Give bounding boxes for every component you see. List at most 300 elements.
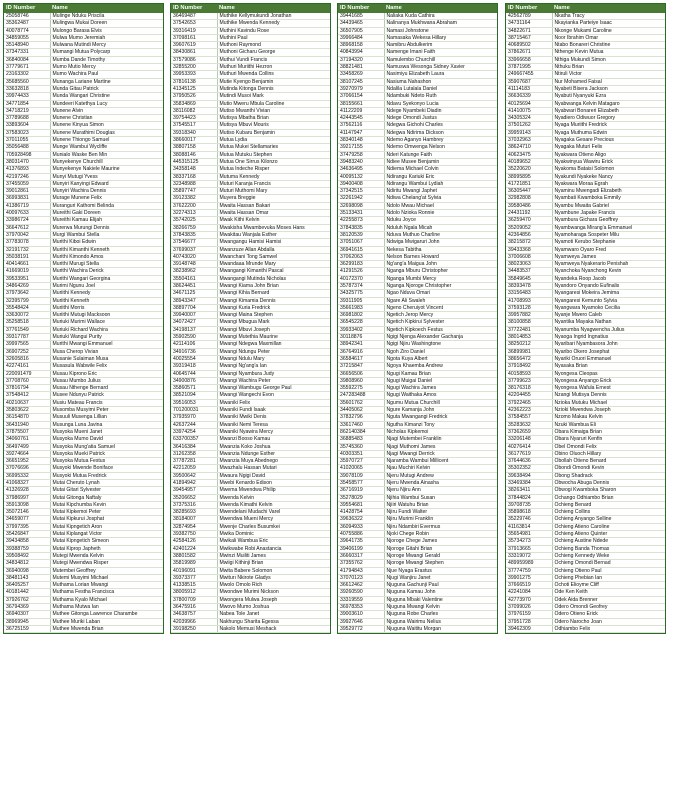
name-cell: Njoroge Mwangi Gerald	[384, 552, 497, 559]
id-number-cell: 39641735	[338, 538, 384, 545]
name-cell: Munyekenye Churchill	[50, 158, 163, 165]
id-number-cell: 33458269	[338, 71, 384, 78]
id-number-cell: 35133431	[338, 210, 384, 217]
table-row	[171, 604, 330, 611]
table-row	[506, 246, 665, 253]
table-row	[171, 231, 330, 238]
name-cell: Mwebi Kenardo Edison	[217, 480, 330, 487]
table-row	[506, 319, 665, 326]
table-row	[171, 210, 330, 217]
name-cell: Musasula Wabwile Felix	[50, 363, 163, 370]
name-cell: Mutai Kipchumba Kevin	[50, 501, 163, 508]
table-row	[506, 27, 665, 34]
name-cell: Mutai Kiplangat Victor	[50, 531, 163, 538]
id-number-cell: 36660317	[338, 552, 384, 559]
name-cell: Mwazhalu Hassan Mutari	[217, 465, 330, 472]
table-row	[4, 261, 163, 268]
table-row	[4, 253, 163, 260]
table-row	[338, 188, 497, 195]
id-number-cell: 39754423	[171, 115, 217, 122]
name-cell: Obollah Otieno Benard	[552, 458, 665, 465]
name-cell: Nzangi Mutisya Dennis	[552, 392, 665, 399]
id-number-cell: 37918492	[506, 363, 552, 370]
table-row	[506, 13, 665, 20]
id-number-cell: 39953393	[171, 71, 217, 78]
table-row	[338, 20, 497, 27]
id-number-cell: 37622200	[171, 202, 217, 209]
id-number-cell: 37774759	[506, 567, 552, 574]
id-number-cell: 42562789	[506, 13, 552, 20]
name-cell: Mumo Mutio Mercy	[50, 64, 163, 71]
table-row	[338, 436, 497, 443]
table-row	[4, 297, 163, 304]
table-row	[171, 297, 330, 304]
id-number-cell: 38031470	[4, 158, 50, 165]
table-row	[506, 56, 665, 63]
id-number-cell: 35661983	[338, 304, 384, 311]
id-number-cell: 38238962	[171, 268, 217, 275]
table-row	[171, 596, 330, 603]
table-row	[338, 261, 497, 268]
name-cell: Mwinzi Muiliti James	[217, 552, 330, 559]
table-row	[338, 151, 497, 158]
id-number-cell: 39311905	[338, 297, 384, 304]
table-row	[4, 129, 163, 136]
name-cell: Ochieng Phebian Ian	[552, 574, 665, 581]
name-cell: Mwenda Kelvin	[217, 494, 330, 501]
id-number-cell: 38660017	[171, 137, 217, 144]
table-row	[506, 64, 665, 71]
name-cell: Ochieng Atieno Quinter	[552, 531, 665, 538]
id-number-cell: 33632818	[4, 85, 50, 92]
table-row	[338, 625, 497, 632]
id-number-cell: 40623475	[506, 151, 552, 158]
name-cell: Obel Omondi Felix	[552, 443, 665, 450]
name-cell: Nyariki Oruori Emmanuel	[552, 355, 665, 362]
table-row	[4, 618, 163, 625]
table-row	[171, 195, 330, 202]
table-row	[338, 115, 497, 122]
name-cell: Muthike Mwenda Kennedy	[217, 20, 330, 27]
id-number-cell: 39508492	[4, 552, 50, 559]
name-cell: Mutai Gitonga Naftaly	[50, 494, 163, 501]
id-number-cell: 37066154	[338, 93, 384, 100]
name-cell: Muriuki Wangui Purity	[50, 334, 163, 341]
id-number-cell: 38481143	[4, 574, 50, 581]
id-number-cell: 38821481	[338, 64, 384, 71]
id-number-cell: 35834869	[171, 100, 217, 107]
id-number-cell: 37708760	[4, 377, 50, 384]
name-cell: Nyabeti Bisera Jackson	[552, 85, 665, 92]
id-number-cell: 35302352	[506, 465, 552, 472]
id-number-cell: 37800709	[171, 596, 217, 603]
table-row	[506, 100, 665, 107]
id-number-cell: 33630072	[4, 312, 50, 319]
roster-table	[171, 4, 330, 633]
id-number-cell: 41708993	[506, 297, 552, 304]
table-row	[506, 224, 665, 231]
name-cell: Ode Ken Keith	[552, 589, 665, 596]
id-number-cell: 42039966	[171, 618, 217, 625]
name-cell: Obong Shadrack	[552, 472, 665, 479]
name-cell: Mutegi Mwenda Kelvin	[50, 552, 163, 559]
table-row	[338, 100, 497, 107]
name-cell: Njuguna Kamau John	[384, 589, 497, 596]
table-row	[171, 173, 330, 180]
id-number-cell: 37545517	[171, 122, 217, 129]
table-row	[506, 188, 665, 195]
name-cell: Njugi Wanjiru Janet	[384, 574, 497, 581]
name-cell: Nkayianka Parteiye Isaac	[552, 20, 665, 27]
id-number-cell: 39974433	[4, 93, 50, 100]
table-row	[171, 574, 330, 581]
name-cell: Ndirangu Wambui Lydiah	[384, 180, 497, 187]
table-row	[338, 202, 497, 209]
id-number-cell: 34325775	[338, 290, 384, 297]
name-cell: Munda Wangari Christine	[50, 93, 163, 100]
id-number-cell: 39148748	[171, 261, 217, 268]
table-row	[506, 122, 665, 129]
table-row	[4, 144, 163, 151]
table-row	[338, 582, 497, 589]
table-row	[506, 93, 665, 100]
id-number-cell: 39708735	[506, 501, 552, 508]
id-number-cell: 39400408	[338, 180, 384, 187]
name-cell: Muriithi Morris	[50, 304, 163, 311]
table-row	[506, 282, 665, 289]
id-number-cell: 37342515	[338, 188, 384, 195]
table-row	[4, 392, 163, 399]
name-cell: Nyongesa Wafula Ernest	[552, 385, 665, 392]
name-cell: Ngetich Kipkirui Sylvester	[384, 319, 497, 326]
name-cell: Musyoki Mutua Fredrick	[50, 472, 163, 479]
name-cell: Mutiso Mwanthi Vivian	[217, 107, 330, 114]
id-number-cell: 41376893	[4, 166, 50, 173]
table-row	[171, 151, 330, 158]
table-row	[506, 78, 665, 85]
name-cell: Muthoni Gicharu George	[217, 49, 330, 56]
id-number-cell: 38807158	[171, 144, 217, 151]
name-cell: Mwangangu Hamisi Hamisi	[217, 239, 330, 246]
id-number-cell: 42637244	[171, 421, 217, 428]
id-number-cell: 35860571	[171, 385, 217, 392]
name-cell: Mwanzuze Allan Abdalla	[217, 246, 330, 253]
id-number-cell: 40181442	[4, 589, 50, 596]
table-row	[506, 407, 665, 414]
id-number-cell: 40689502	[506, 42, 552, 49]
table-row	[171, 20, 330, 27]
name-cell: Ochieng Benard	[552, 501, 665, 508]
name-cell: Muyera Breggie	[217, 195, 330, 202]
name-cell: Munene Kinyua Simon	[50, 122, 163, 129]
table-row	[506, 501, 665, 508]
table-row	[4, 567, 163, 574]
id-number-cell: 40078774	[4, 27, 50, 34]
id-number-cell: 40276414	[506, 443, 552, 450]
name-cell: Obondi Omondi Kevin	[552, 465, 665, 472]
name-cell: Obwogi Kwamboka Sharon	[552, 487, 665, 494]
name-cell: Nyakundi Nyakeke Nancy	[552, 173, 665, 180]
name-cell: Mutio Mweru Mbula Caroline	[217, 100, 330, 107]
id-number-cell: 34671125	[171, 290, 217, 297]
id-number-cell: 35803622	[4, 407, 50, 414]
table-row	[4, 239, 163, 246]
id-number-cell: 36154870	[4, 414, 50, 421]
table-row	[4, 13, 163, 20]
name-cell: Nyakoma Bataisi Solomon	[552, 166, 665, 173]
table-row	[506, 180, 665, 187]
table-row	[338, 574, 497, 581]
name-cell: Mwaniki Nemi Teresa	[217, 421, 330, 428]
table-row	[338, 71, 497, 78]
id-number-cell: 36405257	[4, 582, 50, 589]
id-number-cell: 34864269	[4, 282, 50, 289]
name-cell: Nabea Tole Janet	[217, 611, 330, 618]
table-row	[506, 231, 665, 238]
name-cell: Ndegwa Ndirima Dickson	[384, 129, 497, 136]
name-cell: Muranguri Kathomi Belinda	[50, 202, 163, 209]
table-row	[506, 421, 665, 428]
id-number-cell: 36716919	[338, 487, 384, 494]
id-number-cell: 42212059	[171, 465, 217, 472]
id-number-cell: 35283632	[506, 421, 552, 428]
table-row	[4, 78, 163, 85]
name-cell: Nyamoti Kerubo Stephanie	[552, 239, 665, 246]
name-cell: Musau Nthenge Bernard	[50, 385, 163, 392]
id-number-cell: 37816794	[4, 385, 50, 392]
name-cell: Njagi Mutembei Franklin	[384, 436, 497, 443]
id-number-cell: 35072146	[4, 509, 50, 516]
name-cell: Mwaura Ngigi David	[217, 472, 330, 479]
table-row	[506, 443, 665, 450]
name-cell: Munyiri Wachira Dennis	[50, 188, 163, 195]
table-row	[4, 480, 163, 487]
id-number-cell: 37787281	[171, 458, 217, 465]
name-cell: Njagi Muthomi James	[384, 443, 497, 450]
table-row	[4, 596, 163, 603]
name-cell: Nkonge Mukami Caroline	[552, 27, 665, 34]
name-cell: Ochieng Kennedy Weke	[552, 552, 665, 559]
id-number-cell: 37362659	[506, 428, 552, 435]
name-cell: Muthama Mutwa Ian	[50, 604, 163, 611]
table-row	[4, 494, 163, 501]
id-number-cell: 38263411	[506, 487, 552, 494]
id-number-cell: 42773970	[506, 596, 552, 603]
id-number-cell: 41669019	[4, 268, 50, 275]
table-row	[506, 20, 665, 27]
id-number-cell: 30118876	[338, 334, 384, 341]
id-number-cell: 37583023	[4, 129, 50, 136]
name-cell: Njau Muchiri Kelvin	[384, 465, 497, 472]
id-number-cell: 633700357	[171, 436, 217, 443]
name-cell: Mwiturı Nkirote Gladys	[217, 574, 330, 581]
table-row	[4, 545, 163, 552]
id-number-cell: 39554681	[338, 501, 384, 508]
name-cell: Nthenge Kevin Mutua	[552, 49, 665, 56]
name-cell: Muriithi Mutugi Macksoon	[50, 312, 163, 319]
table-row	[171, 158, 330, 165]
table-row	[4, 399, 163, 406]
table-row	[338, 487, 497, 494]
id-number-cell: 37479258	[338, 151, 384, 158]
name-cell: Ngumu Mutua Churchill	[384, 399, 497, 406]
table-row	[171, 122, 330, 129]
id-number-cell: 35504161	[171, 275, 217, 282]
name-cell: Njuguna Mbaki Valentine	[384, 596, 497, 603]
name-cell: Mwakitau Wanjala Esther	[217, 231, 330, 238]
table-row	[338, 93, 497, 100]
id-number-cell: 37666519	[506, 582, 552, 589]
id-number-cell: 36840084	[4, 56, 50, 63]
id-number-cell: 42274161	[4, 363, 50, 370]
name-cell: Musuuli Musenga Lillian	[50, 414, 163, 421]
table-row	[338, 334, 497, 341]
id-number-cell: 32348988	[171, 180, 217, 187]
name-cell: Musee Ndunyu Patrick	[50, 392, 163, 399]
name-cell: Mulinge Nduku Priscila	[50, 13, 163, 20]
table-row	[4, 552, 163, 559]
name-cell: Munene Murathimi Douglas	[50, 129, 163, 136]
table-row	[4, 42, 163, 49]
name-cell: Mwiigi Kithinji Brian	[217, 560, 330, 567]
id-number-cell: 32191732	[4, 246, 50, 253]
id-number-cell: 37542653	[171, 20, 217, 27]
id-number-cell: 34439465	[338, 20, 384, 27]
table-row	[171, 450, 330, 457]
table-row	[171, 348, 330, 355]
table-header-row	[4, 4, 163, 13]
table-row	[506, 217, 665, 224]
table-row	[171, 443, 330, 450]
table-row	[506, 42, 665, 49]
name-cell: Murimi Ngunu Joel	[50, 282, 163, 289]
name-cell: Ndavu Syekonyo Lucia	[384, 100, 497, 107]
id-number-cell: 41114183	[506, 85, 552, 92]
id-number-cell: 41147947	[338, 129, 384, 136]
name-cell: Mutinda Kitonga Dennis	[217, 85, 330, 92]
name-cell: Nguta Mwangangi Fredrick	[384, 414, 497, 421]
id-number-cell: 35278029	[338, 494, 384, 501]
roster-table	[506, 4, 665, 633]
id-number-cell: 35654981	[506, 531, 552, 538]
id-number-cell: 33156483	[506, 290, 552, 297]
id-number-cell: 36885483	[338, 436, 384, 443]
table-row	[4, 363, 163, 370]
id-number-cell: 37548412	[4, 392, 50, 399]
name-cell: Obara Kimaiga Brian	[552, 428, 665, 435]
name-cell: Ngigi Njenga Alexander Gachanja	[384, 334, 497, 341]
table-row	[171, 144, 330, 151]
table-row	[506, 611, 665, 618]
id-number-cell: 41794843	[338, 567, 384, 574]
name-cell: Muthama Festha Francisca	[50, 589, 163, 596]
name-cell: Murithi Kimondo Amos	[50, 253, 163, 260]
id-number-cell: 42114106	[171, 341, 217, 348]
name-cell: Mwangi Maina Stephen	[217, 312, 330, 319]
id-number-cell: 38155661	[338, 100, 384, 107]
table-row	[171, 589, 330, 596]
table-row	[506, 49, 665, 56]
id-number-cell: 34305324	[506, 115, 552, 122]
id-number-cell: 39580486	[506, 202, 552, 209]
id-number-cell: 37722481	[506, 326, 552, 333]
table-row	[171, 304, 330, 311]
name-cell: Nyamoharaga Sospeter Milu	[552, 231, 665, 238]
name-cell: Musyoka Mutua Festus	[50, 458, 163, 465]
id-number-cell: 33469384	[506, 480, 552, 487]
table-row	[338, 355, 497, 362]
id-number-cell: 38942341	[338, 341, 384, 348]
id-number-cell: 35734273	[506, 538, 552, 545]
id-number-cell: 249667455	[506, 71, 552, 78]
table-row	[338, 13, 497, 20]
id-number-cell: 37862671	[506, 49, 552, 56]
id-number-cell: 38968158	[338, 42, 384, 49]
id-number-cell: 39373377	[171, 574, 217, 581]
table-row	[171, 385, 330, 392]
table-row	[506, 144, 665, 151]
table-row	[338, 552, 497, 559]
table-row	[338, 64, 497, 71]
table-row	[171, 355, 330, 362]
table-row	[4, 195, 163, 202]
table-row	[338, 618, 497, 625]
name-cell: Namasaka Wekesa Hillary	[384, 34, 497, 41]
roster-column-3	[337, 3, 498, 634]
name-cell: Muthuri Mwenda Collins	[217, 71, 330, 78]
name-cell: Ndolo Mwau Michael	[384, 202, 497, 209]
table-row	[338, 275, 497, 282]
id-number-cell: 36469487	[171, 13, 217, 20]
id-number-cell: 39388759	[4, 545, 50, 552]
table-row	[338, 480, 497, 487]
id-number-cell: 38393478	[506, 282, 552, 289]
id-number-cell: 38107245	[338, 78, 384, 85]
id-number-cell: 39927646	[338, 618, 384, 625]
id-number-cell: 40414661	[4, 261, 50, 268]
table-row	[171, 611, 330, 618]
name-cell: Ngutha Kimanzi Tony	[384, 421, 497, 428]
id-number-cell: 37871995	[506, 64, 552, 71]
name-cell: Musyoki Mwende Boniface	[50, 465, 163, 472]
name-cell: Ngoya Khaemba Andrew	[384, 363, 497, 370]
table-row	[338, 363, 497, 370]
name-cell: Ngugi Waithaka Amos	[384, 392, 497, 399]
name-cell: Odek Aida Brenner	[552, 596, 665, 603]
id-number-cell: 33893604	[4, 122, 50, 129]
name-cell: Mwendwa Mueni Mercy	[217, 516, 330, 523]
name-cell: Ochieng Omondi Bernad	[552, 560, 665, 567]
name-cell: Munge Wambui Wycliffe	[50, 144, 163, 151]
name-cell: Mwangi Kimamia Dennis	[217, 297, 330, 304]
name-cell: Ndalila Lutalala Daniel	[384, 85, 497, 92]
name-cell: Mwanchani Tong Samwel	[217, 253, 330, 260]
id-number-cell: 36978353	[338, 604, 384, 611]
name-cell: Muthee Mwenda Brian	[50, 625, 163, 632]
name-cell: Mulongo Barasa Elvis	[50, 27, 163, 34]
id-number-cell: 37051067	[338, 239, 384, 246]
name-cell: Mwangangi Mutinda Nicholas	[217, 275, 330, 282]
table-row	[171, 319, 330, 326]
id-number-cell: 38250212	[506, 341, 552, 348]
name-cell: Mulingwa Mukai Doreen	[50, 20, 163, 27]
table-row	[338, 399, 497, 406]
name-cell: Mwangi Ndegwa Maxmillan	[217, 341, 330, 348]
name-cell: Ngure Kamanja John	[384, 407, 497, 414]
id-number-cell: 36981802	[338, 312, 384, 319]
table-row	[338, 326, 497, 333]
name-cell: Mutindi Musoi Mark	[217, 93, 330, 100]
